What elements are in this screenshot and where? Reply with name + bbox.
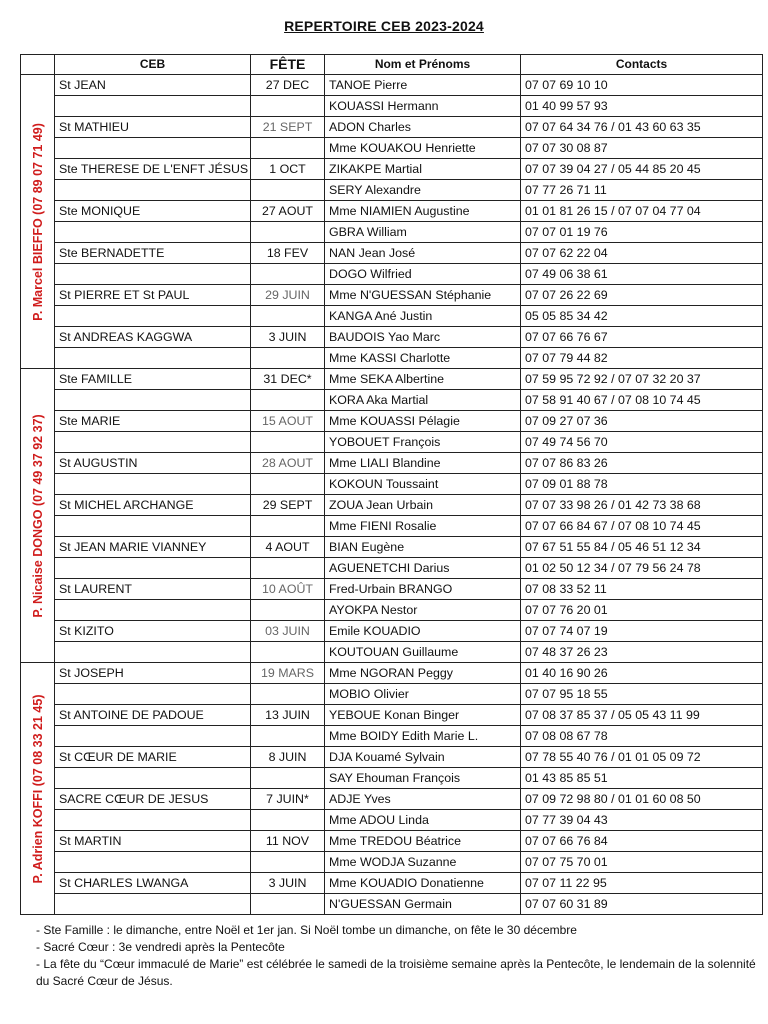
table-row [21,369,763,390]
person-name: ADON Charles [325,117,521,138]
contact-phone: 07 77 39 04 43 [521,810,763,831]
ceb-name [55,390,251,411]
table-row [21,159,763,180]
feast-date [251,726,325,747]
contact-phone: 07 07 30 08 87 [521,138,763,159]
table-row [21,180,763,201]
table-row [21,285,763,306]
feast-date [251,96,325,117]
table-row [21,495,763,516]
feast-date [251,138,325,159]
table-row [21,894,763,915]
ceb-name [55,852,251,873]
contact-phone: 07 07 62 22 04 [521,243,763,264]
contact-phone: 07 07 11 22 95 [521,873,763,894]
feast-date: 21 SEPT [251,117,325,138]
feast-date [251,474,325,495]
ceb-name: St PIERRE ET St PAUL [55,285,251,306]
ceb-name: St AUGUSTIN [55,453,251,474]
person-name: AGUENETCHI Darius [325,558,521,579]
person-name: DOGO Wilfried [325,264,521,285]
ceb-name [55,768,251,789]
table-row [21,348,763,369]
table-row [21,621,763,642]
contact-phone: 07 07 79 44 82 [521,348,763,369]
feast-date: 10 AOÛT [251,579,325,600]
ceb-name [55,600,251,621]
person-name: AYOKPA Nestor [325,600,521,621]
ceb-name: St ANDREAS KAGGWA [55,327,251,348]
header-contacts: Contacts [521,55,763,75]
ceb-name [55,558,251,579]
table-row [21,243,763,264]
person-name: SERY Alexandre [325,180,521,201]
table-row [21,579,763,600]
table-row [21,474,763,495]
person-name: Mme SEKA Albertine [325,369,521,390]
person-name: Mme ADOU Linda [325,810,521,831]
footnote: - Ste Famille : le dimanche, entre Noël et 1er jan. Si Noël tombe un dimanche, on fête le 30 décembre [36,923,577,937]
feast-date [251,600,325,621]
person-name: Mme KASSI Charlotte [325,348,521,369]
contact-phone: 07 08 08 67 78 [521,726,763,747]
person-name: KOUASSI Hermann [325,96,521,117]
person-name: Mme NIAMIEN Augustine [325,201,521,222]
table-row [21,852,763,873]
feast-date: 3 JUIN [251,327,325,348]
feast-date: 29 SEPT [251,495,325,516]
ceb-name: SACRE CŒUR DE JESUS [55,789,251,810]
person-name: Mme WODJA Suzanne [325,852,521,873]
ceb-name: St LAURENT [55,579,251,600]
table-row [21,222,763,243]
feast-date [251,810,325,831]
contact-phone: 01 02 50 12 34 / 07 79 56 24 78 [521,558,763,579]
feast-date: 4 AOUT [251,537,325,558]
feast-date: 03 JUIN [251,621,325,642]
person-name: BIAN Eugène [325,537,521,558]
ceb-name: Ste MONIQUE [55,201,251,222]
contact-phone: 07 07 33 98 26 / 01 42 73 38 68 [521,495,763,516]
table-row [21,747,763,768]
person-name: KANGA Ané Justin [325,306,521,327]
ceb-name [55,726,251,747]
contact-phone: 07 49 06 38 61 [521,264,763,285]
feast-date [251,642,325,663]
person-name: Fred-Urbain BRANGO [325,579,521,600]
person-name: DJA Kouamé Sylvain [325,747,521,768]
feast-date: 11 NOV [251,831,325,852]
table-row [21,432,763,453]
ceb-name [55,264,251,285]
header-blank [21,55,55,75]
contact-phone: 07 09 01 88 78 [521,474,763,495]
table-row [21,642,763,663]
table-row [21,138,763,159]
person-name: ADJE Yves [325,789,521,810]
contact-phone: 01 40 99 57 93 [521,96,763,117]
feast-date [251,768,325,789]
table-row [21,411,763,432]
table-row [21,117,763,138]
ceb-name [55,306,251,327]
pastor-label: P. Nicaise DONGO (07 49 37 92 37) [30,413,45,618]
feast-date: 1 OCT [251,159,325,180]
person-name: KORA Aka Martial [325,390,521,411]
table-row [21,453,763,474]
table-row [21,201,763,222]
person-name: ZOUA Jean Urbain [325,495,521,516]
ceb-name: St ANTOINE DE PADOUE [55,705,251,726]
person-name: Mme TREDOU Béatrice [325,831,521,852]
table-row [21,831,763,852]
contact-phone: 01 43 85 85 51 [521,768,763,789]
feast-date [251,432,325,453]
contact-phone: 07 07 75 70 01 [521,852,763,873]
table-row [21,768,763,789]
feast-date [251,852,325,873]
ceb-name [55,474,251,495]
feast-date [251,684,325,705]
ceb-name [55,810,251,831]
ceb-name: St MATHIEU [55,117,251,138]
ceb-name: St MICHEL ARCHANGE [55,495,251,516]
feast-date: 27 DEC [251,75,325,96]
header-fete: FÊTE [251,55,325,75]
table-row [21,726,763,747]
contact-phone: 07 09 72 98 80 / 01 01 60 08 50 [521,789,763,810]
person-name: KOUTOUAN Guillaume [325,642,521,663]
ceb-name [55,432,251,453]
contact-phone: 07 77 26 71 11 [521,180,763,201]
pastor-cell [21,75,55,369]
ceb-name: St CŒUR DE MARIE [55,747,251,768]
feast-date [251,306,325,327]
person-name: YEBOUE Konan Binger [325,705,521,726]
directory-table [20,54,763,915]
person-name: SAY Ehouman François [325,768,521,789]
contact-phone: 05 05 85 34 42 [521,306,763,327]
ceb-name [55,222,251,243]
contact-phone: 07 07 66 76 84 [521,831,763,852]
contact-phone: 07 07 01 19 76 [521,222,763,243]
person-name: Mme BOIDY Edith Marie L. [325,726,521,747]
contact-phone: 07 07 66 76 67 [521,327,763,348]
ceb-name: St CHARLES LWANGA [55,873,251,894]
contact-phone: 07 07 86 83 26 [521,453,763,474]
contact-phone: 07 59 95 72 92 / 07 07 32 20 37 [521,369,763,390]
contact-phone: 07 07 66 84 67 / 07 08 10 74 45 [521,516,763,537]
ceb-name: St KIZITO [55,621,251,642]
contact-phone: 07 07 95 18 55 [521,684,763,705]
pastor-cell [21,369,55,663]
contact-phone: 07 07 74 07 19 [521,621,763,642]
feast-date: 3 JUIN [251,873,325,894]
ceb-name [55,96,251,117]
contact-phone: 07 08 33 52 11 [521,579,763,600]
table-row [21,327,763,348]
person-name: NAN Jean José [325,243,521,264]
contact-phone: 01 01 81 26 15 / 07 07 04 77 04 [521,201,763,222]
contact-phone: 07 07 26 22 69 [521,285,763,306]
table-row [21,75,763,96]
pastor-label: P. Marcel BIEFFO (07 89 07 71 49) [30,122,45,321]
person-name: YOBOUET François [325,432,521,453]
page-title: REPERTOIRE CEB 2023-2024 [284,18,484,34]
feast-date: 29 JUIN [251,285,325,306]
table-row [21,600,763,621]
table-row [21,873,763,894]
ceb-name [55,894,251,915]
person-name: BAUDOIS Yao Marc [325,327,521,348]
contact-phone: 07 07 69 10 10 [521,75,763,96]
feast-date [251,558,325,579]
feast-date [251,222,325,243]
ceb-name: Ste FAMILLE [55,369,251,390]
ceb-name [55,180,251,201]
person-name: Mme NGORAN Peggy [325,663,521,684]
ceb-name: Ste THERESE DE L'ENFT JÉSUS [55,159,251,180]
table-row [21,96,763,117]
contact-phone: 07 07 39 04 27 / 05 44 85 20 45 [521,159,763,180]
feast-date [251,516,325,537]
feast-date: 13 JUIN [251,705,325,726]
footnote: - Sacré Cœur : 3e vendredi après la Pentecôte [36,940,285,954]
contact-phone: 07 78 55 40 76 / 01 01 05 09 72 [521,747,763,768]
table-row [21,789,763,810]
table-row [21,705,763,726]
feast-date: 8 JUIN [251,747,325,768]
person-name: Mme KOUAKOU Henriette [325,138,521,159]
person-name: KOKOUN Toussaint [325,474,521,495]
person-name: N'GUESSAN Germain [325,894,521,915]
contact-phone: 07 49 74 56 70 [521,432,763,453]
feast-date [251,180,325,201]
contact-phone: 07 67 51 55 84 / 05 46 51 12 34 [521,537,763,558]
feast-date: 18 FEV [251,243,325,264]
contact-phone: 07 09 27 07 36 [521,411,763,432]
feast-date: 27 AOUT [251,201,325,222]
ceb-name [55,516,251,537]
person-name: GBRA William [325,222,521,243]
ceb-name: St JEAN MARIE VIANNEY [55,537,251,558]
table-row [21,264,763,285]
ceb-name: Ste BERNADETTE [55,243,251,264]
person-name: Mme KOUASSI Pélagie [325,411,521,432]
feast-date [251,264,325,285]
feast-date [251,390,325,411]
person-name: Mme N'GUESSAN Stéphanie [325,285,521,306]
table-row [21,558,763,579]
contact-phone: 07 07 76 20 01 [521,600,763,621]
contact-phone: 07 58 91 40 67 / 07 08 10 74 45 [521,390,763,411]
footnotes [36,922,756,990]
ceb-name: St JEAN [55,75,251,96]
contact-phone: 07 48 37 26 23 [521,642,763,663]
person-name: TANOE Pierre [325,75,521,96]
contact-phone: 01 40 16 90 26 [521,663,763,684]
feast-date: 28 AOUT [251,453,325,474]
person-name: MOBIO Olivier [325,684,521,705]
feast-date: 7 JUIN* [251,789,325,810]
feast-date: 15 AOUT [251,411,325,432]
table-row [21,684,763,705]
header-ceb: CEB [55,55,251,75]
ceb-name [55,684,251,705]
ceb-name [55,642,251,663]
contact-phone: 07 07 60 31 89 [521,894,763,915]
table-row [21,306,763,327]
feast-date [251,894,325,915]
table-row [21,390,763,411]
table-row [21,810,763,831]
person-name: Mme LIALI Blandine [325,453,521,474]
feast-date: 31 DEC* [251,369,325,390]
header-row [21,55,763,75]
ceb-name: St JOSEPH [55,663,251,684]
person-name: Emile KOUADIO [325,621,521,642]
header-nom: Nom et Prénoms [325,55,521,75]
table-row [21,663,763,684]
table-row [21,516,763,537]
contact-phone: 07 08 37 85 37 / 05 05 43 11 99 [521,705,763,726]
ceb-name: Ste MARIE [55,411,251,432]
feast-date [251,348,325,369]
pastor-cell [21,663,55,915]
pastor-label: P. Adrien KOFFI (07 08 33 21 45) [30,694,45,883]
contact-phone: 07 07 64 34 76 / 01 43 60 63 35 [521,117,763,138]
feast-date: 19 MARS [251,663,325,684]
ceb-name [55,138,251,159]
person-name: Mme KOUADIO Donatienne [325,873,521,894]
person-name: Mme FIENI Rosalie [325,516,521,537]
ceb-name: St MARTIN [55,831,251,852]
table-row [21,537,763,558]
footnote: - La fête du “Cœur immaculé de Marie” est célébrée le samedi de la troisième semaine après la Pentecôte, le lendemain de la solennité du Sacré Cœur de Jésus. [36,957,756,988]
person-name: ZIKAKPE Martial [325,159,521,180]
ceb-name [55,348,251,369]
